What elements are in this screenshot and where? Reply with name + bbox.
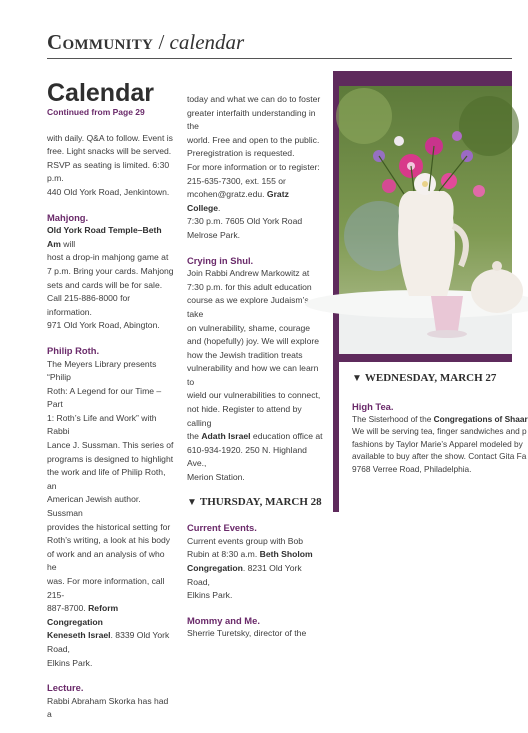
page-title: Calendar <box>47 79 154 107</box>
text-line: Preregistration is requested. <box>187 148 295 159</box>
text-line: Lance J. Sussman. This series of <box>47 440 174 451</box>
event-body-crying <box>187 267 323 485</box>
event-heading-crying: Crying in Shul. <box>187 254 254 266</box>
column-1 <box>47 80 175 733</box>
text-line: was. For more information, call 215- <box>47 576 165 600</box>
day-heading-wednesday <box>352 372 512 386</box>
text-line: 215-635-7300, ext. 155 or <box>187 175 286 186</box>
text-line: Join Rabbi Andrew Markowitz at <box>187 268 310 279</box>
text-line: 440 Old York Road, Jenkintown. <box>47 186 170 197</box>
text-line: . 8339 Old York Road, <box>47 630 170 654</box>
text-line: the <box>187 431 202 442</box>
text-line: of work and an analysis of who he <box>47 548 165 573</box>
text-line: Roth: A Legend for our Time – Part <box>47 385 162 410</box>
event-body-mahjong <box>47 224 175 333</box>
text-line: course as we explore Judaism’s take <box>187 295 309 319</box>
section-name: Community <box>47 30 154 54</box>
subsection-name: calendar <box>169 30 245 54</box>
org-name: Congregation <box>187 563 243 573</box>
text-line: 9768 Verree Road, Philadelphia. <box>352 463 472 474</box>
event-heading-high-tea: High Tea. <box>352 400 394 412</box>
text-line: available to buy after the show. Contact Gita Fa <box>352 451 527 462</box>
text-line: We will be serving tea, finger sandwiches and p <box>352 426 527 437</box>
text-line: vulnerability and how we can learn to <box>187 363 319 387</box>
text-line: 887-8700. <box>47 603 89 614</box>
continued-note: Continued from Page 29 <box>47 107 145 117</box>
text-line: will <box>60 238 76 249</box>
text-line: how the Jewish tradition treats <box>187 349 303 360</box>
text-line: Current events group with Bob <box>187 535 304 546</box>
triangle-down-icon: ▼ <box>352 373 362 384</box>
day-heading-thursday <box>187 496 323 510</box>
text-line: Sherrie Turetsky, director of the <box>187 628 307 639</box>
text-line: 7:30 p.m. for this adult education <box>187 281 312 292</box>
org-name: Congregations of Shaar <box>433 413 528 424</box>
event-heading-mahjong: Mahjong. <box>47 211 89 223</box>
text-line: For more information or to register: <box>187 161 320 172</box>
text-line: . 8231 Old York Road, <box>187 563 302 587</box>
section-header <box>47 30 244 55</box>
event-body-roth <box>47 358 175 671</box>
org-name: Gratz College <box>187 189 289 213</box>
flower-photo <box>339 86 512 354</box>
triangle-down-icon: ▼ <box>187 496 197 508</box>
text-line: Merion Station. <box>187 472 245 483</box>
event-body-mommy <box>187 627 323 641</box>
event-heading-roth: Philip Roth. <box>47 344 100 356</box>
text-line: mcohen@gratz.edu. <box>187 189 267 200</box>
text-line: world. Free and open to the public. <box>187 134 320 145</box>
text-line: Elkins Park. <box>187 590 233 601</box>
org-name: Adath Israel <box>201 431 251 442</box>
text-line: 610-934-1920. 250 N. Highland Ave., <box>187 444 307 469</box>
text-line: 971 Old York Road, Abington. <box>47 320 160 331</box>
text-line: Elkins Park. <box>47 657 93 668</box>
text-line: provides the historical setting for <box>47 521 171 532</box>
text-line: host a drop-in mahjong game at <box>47 252 169 263</box>
text-line: not hide. Register to attend by calling <box>187 404 302 428</box>
column-2 <box>187 93 323 652</box>
text-line: education office at <box>250 431 323 442</box>
event-heading-current-events: Current Events. <box>187 522 257 534</box>
text-line: sets and cards will be for sale. <box>47 279 163 290</box>
text-line: American Jewish author. Sussman <box>47 494 141 519</box>
text-line: today and what we can do to foster <box>187 94 321 104</box>
intro-paragraph <box>47 132 175 200</box>
event-body-current-events <box>187 535 323 603</box>
org-name: Old York Road Temple–Beth Am <box>47 225 162 249</box>
event-heading-mommy: Mommy and Me. <box>187 614 260 626</box>
text-line: Roth’s writing, a look at his body <box>47 535 171 546</box>
day-label: THURSDAY, MARCH 28 <box>199 495 322 508</box>
text-line: The Meyers Library presents “Philip <box>47 358 157 383</box>
event-body-lecture <box>47 695 175 722</box>
text-line: RSVP as seating is limited. 6:30 p.m. <box>47 159 170 184</box>
text-line: on vulnerability, shame, courage <box>187 322 311 333</box>
header-rule <box>47 58 512 59</box>
flower-photo-art <box>339 86 512 354</box>
text-line: with daily. Q&A to follow. Event is <box>47 132 173 143</box>
org-name: Beth Sholom <box>259 549 313 560</box>
section-separator: / <box>153 30 170 54</box>
text-line: greater interfaith understanding in the <box>187 107 316 132</box>
text-line: Melrose Park. <box>187 229 241 240</box>
text-line: Rabbi Abraham Skorka has had a <box>47 695 169 720</box>
intro-paragraph <box>187 93 323 243</box>
sidebar-text <box>352 372 528 476</box>
day-label: WEDNESDAY, MARCH 27 <box>364 372 497 384</box>
text-line: programs is designed to highlight <box>47 453 174 464</box>
org-name: Reform Congregation <box>47 603 119 627</box>
text-line: 7 p.m. Bring your cards. Mahjong <box>47 265 174 276</box>
event-body-high-tea <box>352 413 528 476</box>
text-line: 1: Roth’s Life and Work” with Rabbi <box>47 412 157 437</box>
text-line: wield our vulnerabilities to connect, <box>187 390 321 401</box>
text-line: and (hopefully) joy. We will explore <box>187 336 319 347</box>
text-line: 7:30 p.m. 7605 Old York Road <box>187 216 303 227</box>
text-line: The Sisterhood of the <box>352 413 434 424</box>
text-line: . <box>218 202 221 213</box>
org-name: Keneseth Israel <box>47 630 111 641</box>
text-line: the work and life of Philip Roth, an <box>47 467 166 491</box>
text-line: free. Light snacks will be served. <box>47 146 172 157</box>
text-line: Call 215-886-8000 for information. <box>47 293 131 317</box>
event-heading-lecture: Lecture. <box>47 682 84 694</box>
text-line: Rubin at 8:30 a.m. <box>187 549 260 560</box>
text-line: fashions by Taylor Marie’s Apparel modeled by <box>352 438 523 449</box>
